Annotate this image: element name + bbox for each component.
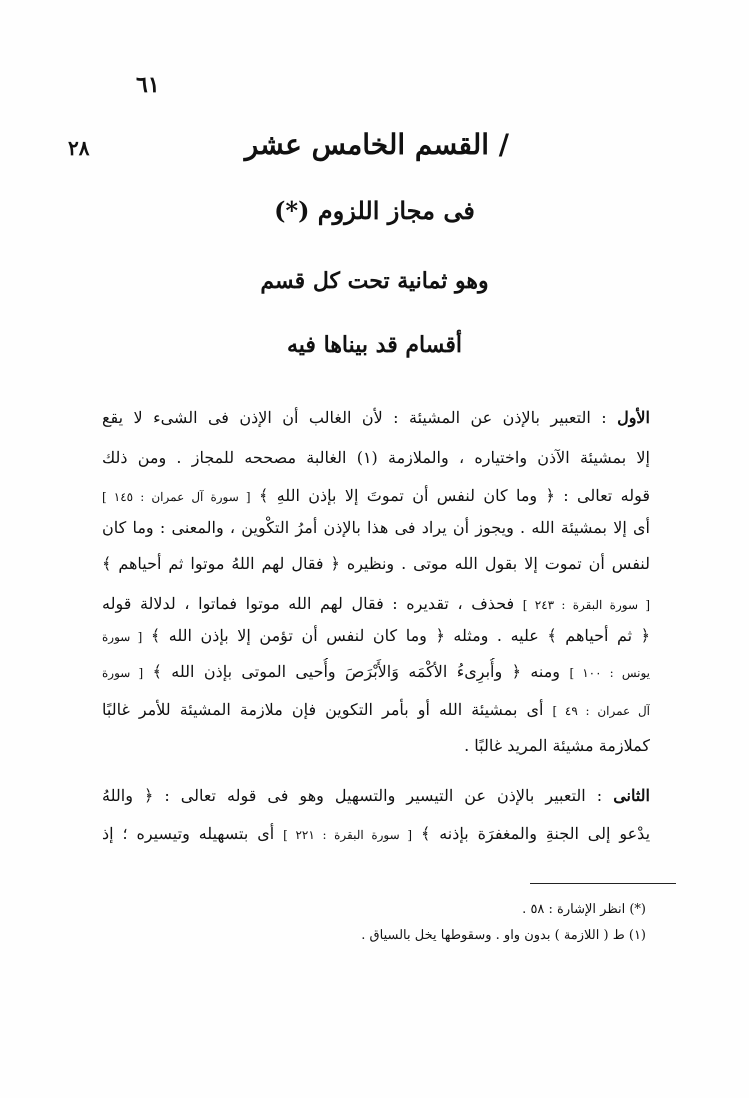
text-run: أى إلا بمشيئة الله . ويجوز أن يراد فى هذا بالإذن أمرُ التكْوين ، والمعنى : وما كان xyxy=(102,518,650,537)
body-line xyxy=(102,658,650,687)
paragraph-lead: الأول xyxy=(617,408,650,427)
text-run: ومنه ﴿ وأُبرِىءُ الأكْمَه وَالأَبْرَصَ وأُحيى الموتى بإذن الله ﴾ xyxy=(152,662,561,681)
text-run: أى بتسهيله وتيسيره ؛ إذ xyxy=(102,824,275,843)
body-line xyxy=(102,820,650,849)
verse-reference: [ سورة xyxy=(102,666,144,680)
body-line xyxy=(102,444,650,472)
text-run: يدْعو إلى الجنةِ والمغفرَة بإذنه ﴾ xyxy=(420,824,650,843)
page-number: ٦١ xyxy=(136,72,160,98)
body-line xyxy=(102,590,650,619)
section-title: / القسم الخامس عشر xyxy=(244,128,509,161)
body-line xyxy=(102,732,650,760)
subtitle-topic: فى مجاز اللزوم (*) xyxy=(274,196,475,225)
text-run: : التعبير بالإذن عن التيسير والتسهيل وهو فى قوله تعالى : ﴿ واللهُ xyxy=(102,786,603,805)
body-line xyxy=(102,550,650,578)
text-run: إلا بمشيئة الآذن واختياره ، والملازمة (١) الغالبة مصححه للمجاز . ومن ذلك xyxy=(102,448,650,467)
original-page-number: ٢٨ xyxy=(68,136,90,160)
verse-reference: يونس : ١٠٠ ] xyxy=(569,666,650,680)
text-run: فحذف ، تقديره : فقال لهم الله موتوا فماتوا ، لدلالة قوله xyxy=(102,594,515,613)
subtitle-note: أقسام قد بيناها فيه xyxy=(287,332,462,358)
verse-reference: [ سورة البقرة : ٢٤٣ ] xyxy=(522,598,650,612)
footnote-1: (١) ط ( اللازمة ) بدون واو . وسقوطها يخل بالسياق . xyxy=(361,928,646,943)
text-run: لنفس أن تموت إلا بقول الله موتى . ونظيره ﴿ فقال لهم اللهُ موتوا ثم أحياهم ﴾ xyxy=(102,554,650,573)
body-line xyxy=(102,622,650,651)
text-run: قوله تعالى : ﴿ وما كان لنفس أن تموتَ إلا بإذن اللهِ ﴾ xyxy=(258,486,650,505)
verse-reference: آل عمران : ٤٩ ] xyxy=(552,704,650,718)
body-line xyxy=(102,404,650,432)
body-line xyxy=(102,782,650,810)
verse-reference: [ سورة آل عمران : ١٤٥ ] xyxy=(102,490,251,504)
verse-reference: [ سورة البقرة : ٢٢١ ] xyxy=(283,828,413,842)
text-run: أى بمشيئة الله أو بأمر التكوين فإن ملازمة المشيئة للأمر غالبًا xyxy=(102,700,544,719)
verse-reference: [ سورة xyxy=(102,630,143,644)
text-run: كملازمة مشيئة المريد غالبًا . xyxy=(464,736,650,755)
paragraph-lead: الثانى xyxy=(613,786,650,805)
footnote-divider xyxy=(530,883,676,884)
text-run: : التعبير بالإذن عن المشيئة : لأن الغالب أن الإذن فى الشىء لا يقع xyxy=(102,408,607,427)
body-line xyxy=(102,514,650,542)
footnote-star: (*) انظر الإشارة : ٥٨ . xyxy=(522,902,646,917)
subtitle-count: وهو ثمانية تحت كل قسم xyxy=(260,268,489,294)
body-line xyxy=(102,482,650,511)
body-line xyxy=(102,696,650,725)
text-run: ﴿ ثم أحياهم ﴾ عليه . ومثله ﴿ وما كان لنفس أن تؤمن إلا بإذن الله ﴾ xyxy=(150,626,650,645)
